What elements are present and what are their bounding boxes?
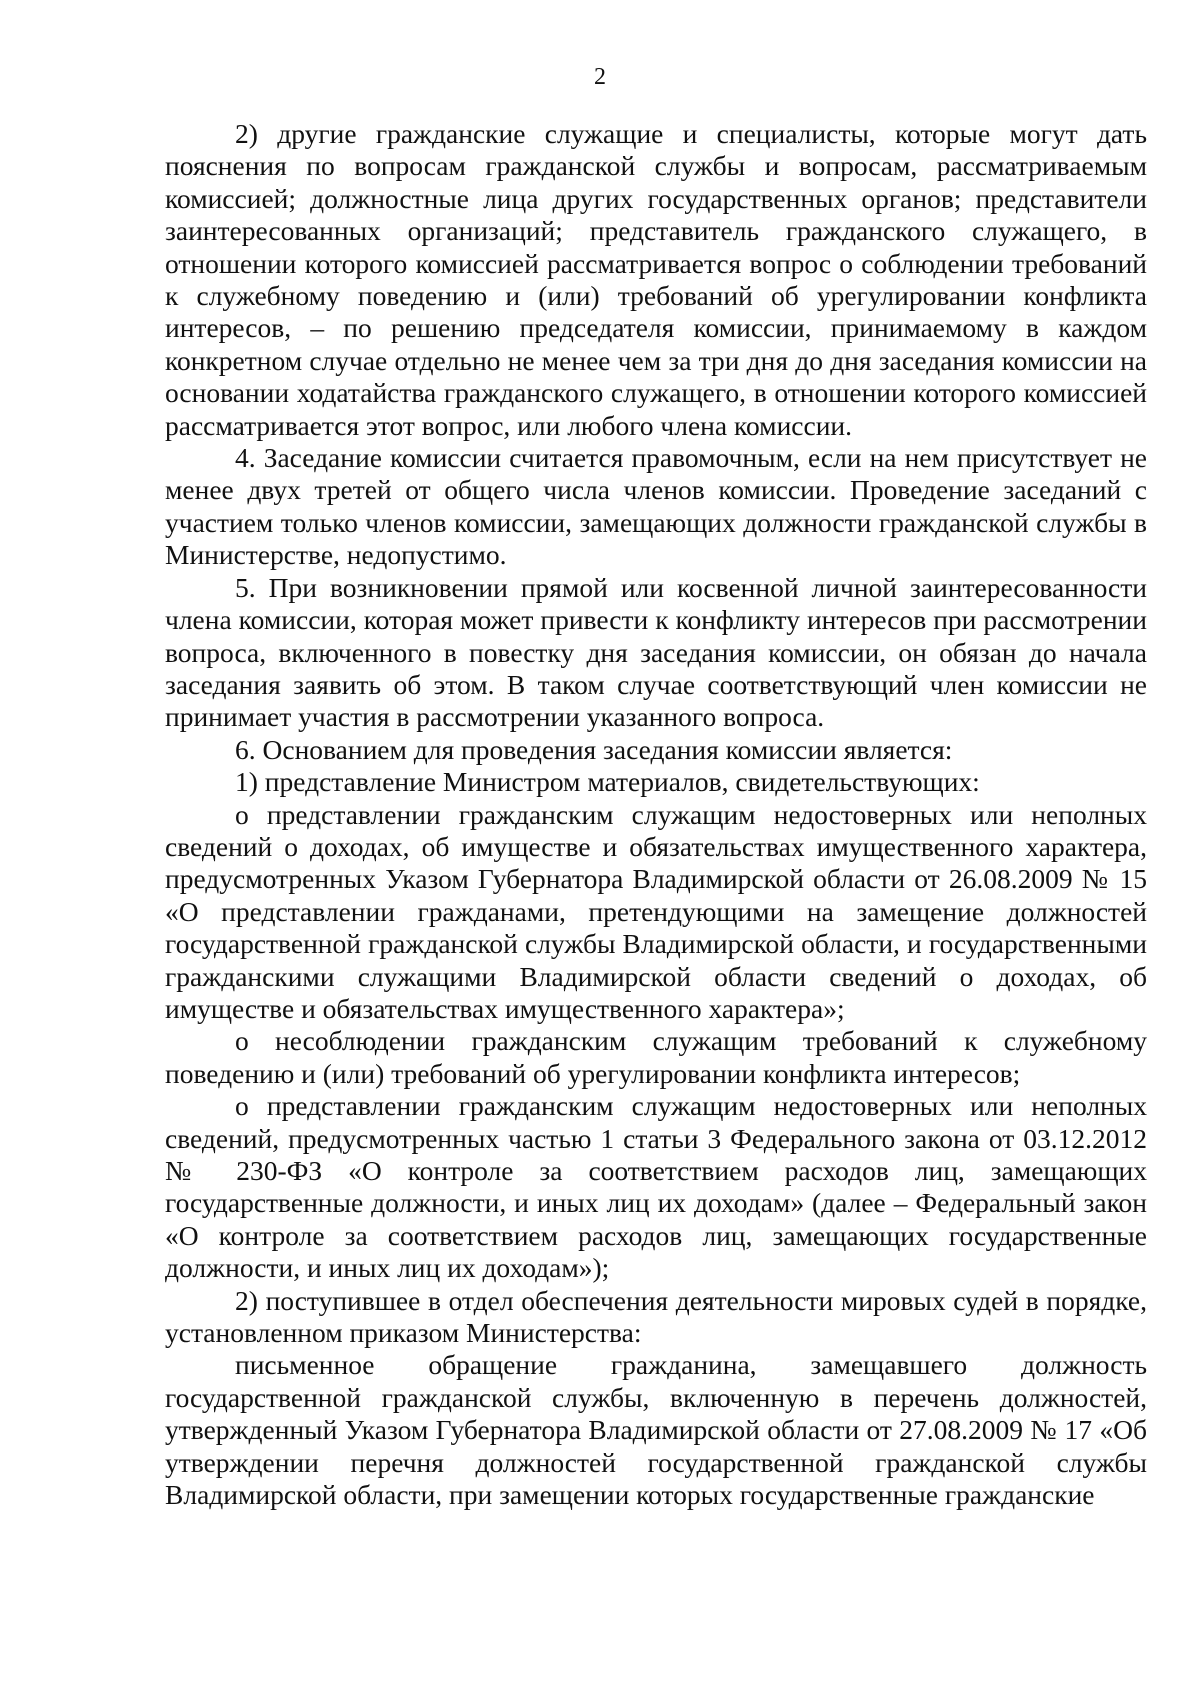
paragraph-item-2-received: 2) поступившее в отдел обеспечения деятельности мировых судей в порядке, установленном приказом Министерства: <box>165 1284 1147 1349</box>
paragraph-item-1: 1) представление Министром материалов, свидетельствующих: <box>235 766 980 798</box>
paragraph-clause-4: 4. Заседание комиссии считается правомочным, если на нем присутствует не менее двух третей от общего числа членов комиссии. Проведение заседаний с участием только членов комиссии, замещающих должности гражданской службы в Министерстве, недопустимо. <box>165 442 1147 571</box>
paragraph-written-appeal: письменное обращение гражданина, замещавшего должность государственной гражданской службы, включенную в перечень должностей, утвержденный Указом Губернатора Владимирской области от 27.08.2009 № 17 «Об утверждении перечня должностей государственной гражданской службы Владимирской области, при замещении которых государственные гражданские <box>165 1349 1147 1511</box>
paragraph-item-2: 2) другие гражданские служащие и специалисты, которые могут дать пояснения по вопросам гражданской службы и вопросам, рассматриваемым комиссией; должностные лица других государственных органов; представители заинтересованных организаций; представитель гражданского служащего, в отношении которого комиссией рассматривается вопрос о соблюдении требований к служебному поведению и (или) требований об урегулировании конфликта интересов, – по решению председателя комиссии, принимаемому в каждом конкретном случае отдельно не менее чем за три дня до дня заседания комиссии на основании ходатайства гражданского служащего, в отношении которого комиссией рассматривается этот вопрос, или любого члена комиссии. <box>165 118 1147 441</box>
paragraph-clause-5: 5. При возникновении прямой или косвенной личной заинтересованности члена комиссии, которая может привести к конфликту интересов при рассмотрении вопроса, включенного в повестку дня заседания комиссии, он обязан до начала заседания заявить об этом. В таком случае соответствующий член комиссии не принимает участия в рассмотрении указанного вопроса. <box>165 571 1147 733</box>
document-body <box>165 118 1147 1511</box>
paragraph-false-expense-info: о представлении гражданским служащим недостоверных или неполных сведений, предусмотренных частью 1 статьи 3 Федерального закона от 03.12.2012 № 230-ФЗ «О контроле за соответствием расходов лиц, замещающих государственные должности, и иных лиц их доходам» (далее – Федеральный закон «О контроле за соответствием расходов лиц, замещающих государственные должности, и иных лиц их доходам»); <box>165 1090 1147 1284</box>
paragraph-conduct-violation: о несоблюдении гражданским служащим требований к служебному поведению и (или) требований об урегулировании конфликта интересов; <box>165 1025 1147 1089</box>
page-number: 2 <box>594 64 606 90</box>
paragraph-false-income-info: о представлении гражданским служащим недостоверных или неполных сведений о доходах, об имуществе и обязательствах имущественного характера, предусмотренных Указом Губернатора Владимирской области от 26.08.2009 № 15 «О представлении гражданами, претендующими на замещение должностей государственной гражданской службы Владимирской области, и государственными гражданскими служащими Владимирской области сведений о доходах, об имуществе и обязательствах имущественного характера»; <box>165 798 1147 1024</box>
paragraph-clause-6: 6. Основанием для проведения заседания комиссии является: <box>235 733 953 765</box>
